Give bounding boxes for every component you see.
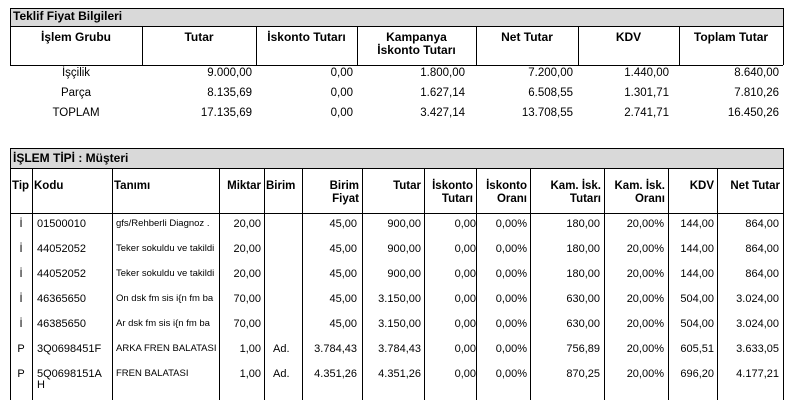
detail-cell: 0,00%: [495, 343, 527, 355]
detail-cell-code: 46365650: [37, 294, 86, 305]
detail-cell-type: İ: [19, 218, 23, 230]
column-divider: [112, 168, 113, 400]
summary-cell: 6.508,55: [528, 87, 573, 99]
detail-cell: 0,00%: [495, 268, 527, 280]
detail-section-title: İŞLEM TİPİ : Müşteri: [10, 148, 783, 168]
detail-cell: 0,00: [454, 218, 476, 230]
detail-header-6: Tutar: [393, 180, 421, 192]
detail-cell-code: 46385650: [37, 319, 86, 330]
detail-cell: 864,00: [745, 218, 779, 230]
summary-cell: 0,00: [330, 107, 353, 119]
summary-header-5: KDV: [615, 30, 642, 44]
detail-cell-code: 5Q0698151AH: [37, 369, 102, 391]
detail-cell: 3.633,05: [736, 343, 779, 355]
summary-cell-group: TOPLAM: [52, 107, 100, 119]
summary-cell-group: Parça: [60, 87, 92, 99]
detail-cell-unit: Ad.: [273, 368, 290, 380]
summary-section-title: Teklif Fiyat Bilgileri: [10, 8, 783, 26]
detail-cell: 180,00: [566, 243, 600, 255]
summary-cell: 17.135,69: [200, 107, 252, 119]
detail-cell: 4.177,21: [736, 368, 779, 380]
detail-cell: 1,00: [239, 343, 261, 355]
detail-cell-code: 44052052: [37, 244, 86, 255]
detail-header-11: KDV: [689, 180, 714, 192]
detail-cell-type: P: [17, 343, 25, 355]
detail-cell-description: On dsk fm sis i{n fm ba: [116, 294, 214, 304]
summary-cell: 0,00: [330, 87, 353, 99]
detail-header-4: Birim: [266, 180, 296, 192]
detail-cell: 0,00: [454, 293, 476, 305]
detail-header-12: Net Tutar: [730, 180, 780, 192]
detail-cell: 0,00%: [495, 243, 527, 255]
column-divider: [32, 168, 33, 400]
detail-cell: 1,00: [239, 368, 261, 380]
detail-cell: 3.150,00: [378, 293, 421, 305]
detail-cell: 20,00%: [626, 293, 664, 305]
detail-cell: 900,00: [387, 243, 421, 255]
detail-cell: 900,00: [387, 268, 421, 280]
summary-cell: 1.800,00: [420, 67, 465, 79]
detail-cell: 756,89: [566, 343, 600, 355]
detail-cell: 4.351,26: [314, 368, 357, 380]
detail-cell-description: ARKA FREN BALATASI: [116, 344, 217, 354]
summary-cell: 8.640,00: [734, 67, 779, 79]
detail-cell: 0,00: [454, 368, 476, 380]
detail-cell-description: FREN BALATASI: [116, 369, 189, 379]
detail-cell-type: İ: [19, 293, 23, 305]
summary-header-2: İskonto Tutarı: [267, 30, 346, 44]
summary-cell: 7.200,00: [528, 67, 573, 79]
detail-cell: 0,00: [454, 243, 476, 255]
detail-cell: 504,00: [680, 318, 714, 330]
detail-cell-description: gfs/Rehberli Diagnoz .: [116, 219, 210, 229]
column-divider: [783, 8, 784, 65]
detail-cell: 3.150,00: [378, 318, 421, 330]
summary-cell: 8.135,69: [207, 87, 252, 99]
detail-cell: 180,00: [566, 268, 600, 280]
detail-cell: 144,00: [680, 218, 714, 230]
detail-cell-code: 44052052: [37, 269, 86, 280]
detail-cell-description: Teker sokuldu ve takildi: [116, 244, 215, 254]
detail-cell: 20,00%: [626, 218, 664, 230]
detail-cell: 20,00%: [626, 318, 664, 330]
detail-cell: 630,00: [566, 293, 600, 305]
detail-cell: 864,00: [745, 243, 779, 255]
rule-line: [10, 65, 783, 66]
detail-cell: 605,51: [680, 343, 714, 355]
detail-cell: 0,00%: [495, 293, 527, 305]
detail-cell: 0,00: [454, 343, 476, 355]
rule-line: [10, 8, 783, 9]
detail-cell-type: İ: [19, 243, 23, 255]
detail-cell-code: 3Q0698451F: [37, 344, 102, 355]
detail-cell: 3.024,00: [736, 318, 779, 330]
detail-cell: 45,00: [329, 293, 357, 305]
summary-cell: 9.000,00: [207, 67, 252, 79]
summary-cell: 1.440,00: [624, 67, 669, 79]
detail-cell: 696,20: [680, 368, 714, 380]
column-divider: [302, 168, 303, 400]
column-divider: [10, 168, 11, 400]
column-divider: [530, 168, 531, 400]
detail-cell: 20,00%: [626, 243, 664, 255]
column-divider: [717, 168, 718, 400]
summary-header-1: Tutar: [184, 30, 214, 44]
detail-cell: 504,00: [680, 293, 714, 305]
rule-line: [10, 148, 783, 149]
column-divider: [362, 168, 363, 400]
detail-cell-type: İ: [19, 268, 23, 280]
detail-cell-type: P: [17, 368, 25, 380]
detail-cell: 45,00: [329, 243, 357, 255]
detail-cell: 870,25: [566, 368, 600, 380]
detail-cell: 0,00: [454, 318, 476, 330]
detail-header-8: İskonto Oranı: [486, 180, 527, 205]
column-divider: [476, 168, 477, 400]
column-divider: [424, 168, 425, 400]
summary-cell-group: İşçilik: [61, 67, 91, 79]
detail-cell: 20,00: [233, 243, 261, 255]
detail-cell-description: Ar dsk fm sis i{n fm ba: [116, 319, 210, 329]
detail-cell: 0,00%: [495, 368, 527, 380]
detail-cell: 0,00: [454, 268, 476, 280]
detail-cell: 20,00%: [626, 368, 664, 380]
summary-cell: 1.627,14: [420, 87, 465, 99]
detail-cell-type: İ: [19, 318, 23, 330]
detail-cell: 70,00: [233, 318, 261, 330]
detail-header-0: Tip: [12, 180, 30, 192]
summary-cell: 1.301,71: [624, 87, 669, 99]
detail-cell: 144,00: [680, 268, 714, 280]
detail-cell: 4.351,26: [378, 368, 421, 380]
column-divider: [219, 168, 220, 400]
detail-cell: 45,00: [329, 318, 357, 330]
summary-cell: 7.810,26: [734, 87, 779, 99]
detail-cell-description: Teker sokuldu ve takildi: [116, 269, 215, 279]
detail-cell: 3.784,43: [314, 343, 357, 355]
detail-cell: 630,00: [566, 318, 600, 330]
detail-cell-code: 01500010: [37, 219, 86, 230]
summary-cell: 16.450,26: [727, 107, 779, 119]
detail-cell: 3.024,00: [736, 293, 779, 305]
detail-header-1: Kodu: [34, 180, 64, 192]
detail-cell: 20,00: [233, 218, 261, 230]
detail-cell: 20,00: [233, 268, 261, 280]
column-divider: [264, 168, 265, 400]
summary-cell: 3.427,14: [420, 107, 465, 119]
summary-cell: 0,00: [330, 67, 353, 79]
detail-cell: 3.784,43: [378, 343, 421, 355]
column-divider: [604, 168, 605, 400]
detail-cell: 20,00%: [626, 268, 664, 280]
summary-cell: 2.741,71: [624, 107, 669, 119]
summary-header-6: Toplam Tutar: [693, 30, 769, 44]
detail-cell: 0,00%: [495, 318, 527, 330]
detail-header-10: Kam. İsk. Oranı: [614, 180, 665, 205]
summary-header-0: İşlem Grubu: [40, 30, 111, 44]
detail-cell-unit: Ad.: [273, 343, 290, 355]
column-divider: [783, 168, 784, 400]
summary-header-4: Net Tutar: [501, 30, 553, 44]
detail-cell: 45,00: [329, 268, 357, 280]
detail-cell: 20,00%: [626, 343, 664, 355]
detail-header-9: Kam. İsk. Tutarı: [550, 180, 601, 205]
detail-header-2: Tanımı: [114, 180, 151, 192]
detail-cell: 144,00: [680, 243, 714, 255]
detail-cell: 0,00%: [495, 218, 527, 230]
rule-line: [10, 26, 783, 27]
detail-cell: 864,00: [745, 268, 779, 280]
detail-header-3: Miktar: [227, 180, 261, 192]
column-divider: [668, 168, 669, 400]
detail-header-5: Birim Fiyat: [329, 180, 359, 205]
summary-header-3: Kampanya İskonto Tutarı: [377, 30, 456, 57]
detail-cell: 45,00: [329, 218, 357, 230]
summary-cell: 13.708,55: [521, 107, 573, 119]
detail-cell: 180,00: [566, 218, 600, 230]
detail-cell: 70,00: [233, 293, 261, 305]
detail-header-7: İskonto Tutarı: [432, 180, 473, 205]
detail-cell: 900,00: [387, 218, 421, 230]
